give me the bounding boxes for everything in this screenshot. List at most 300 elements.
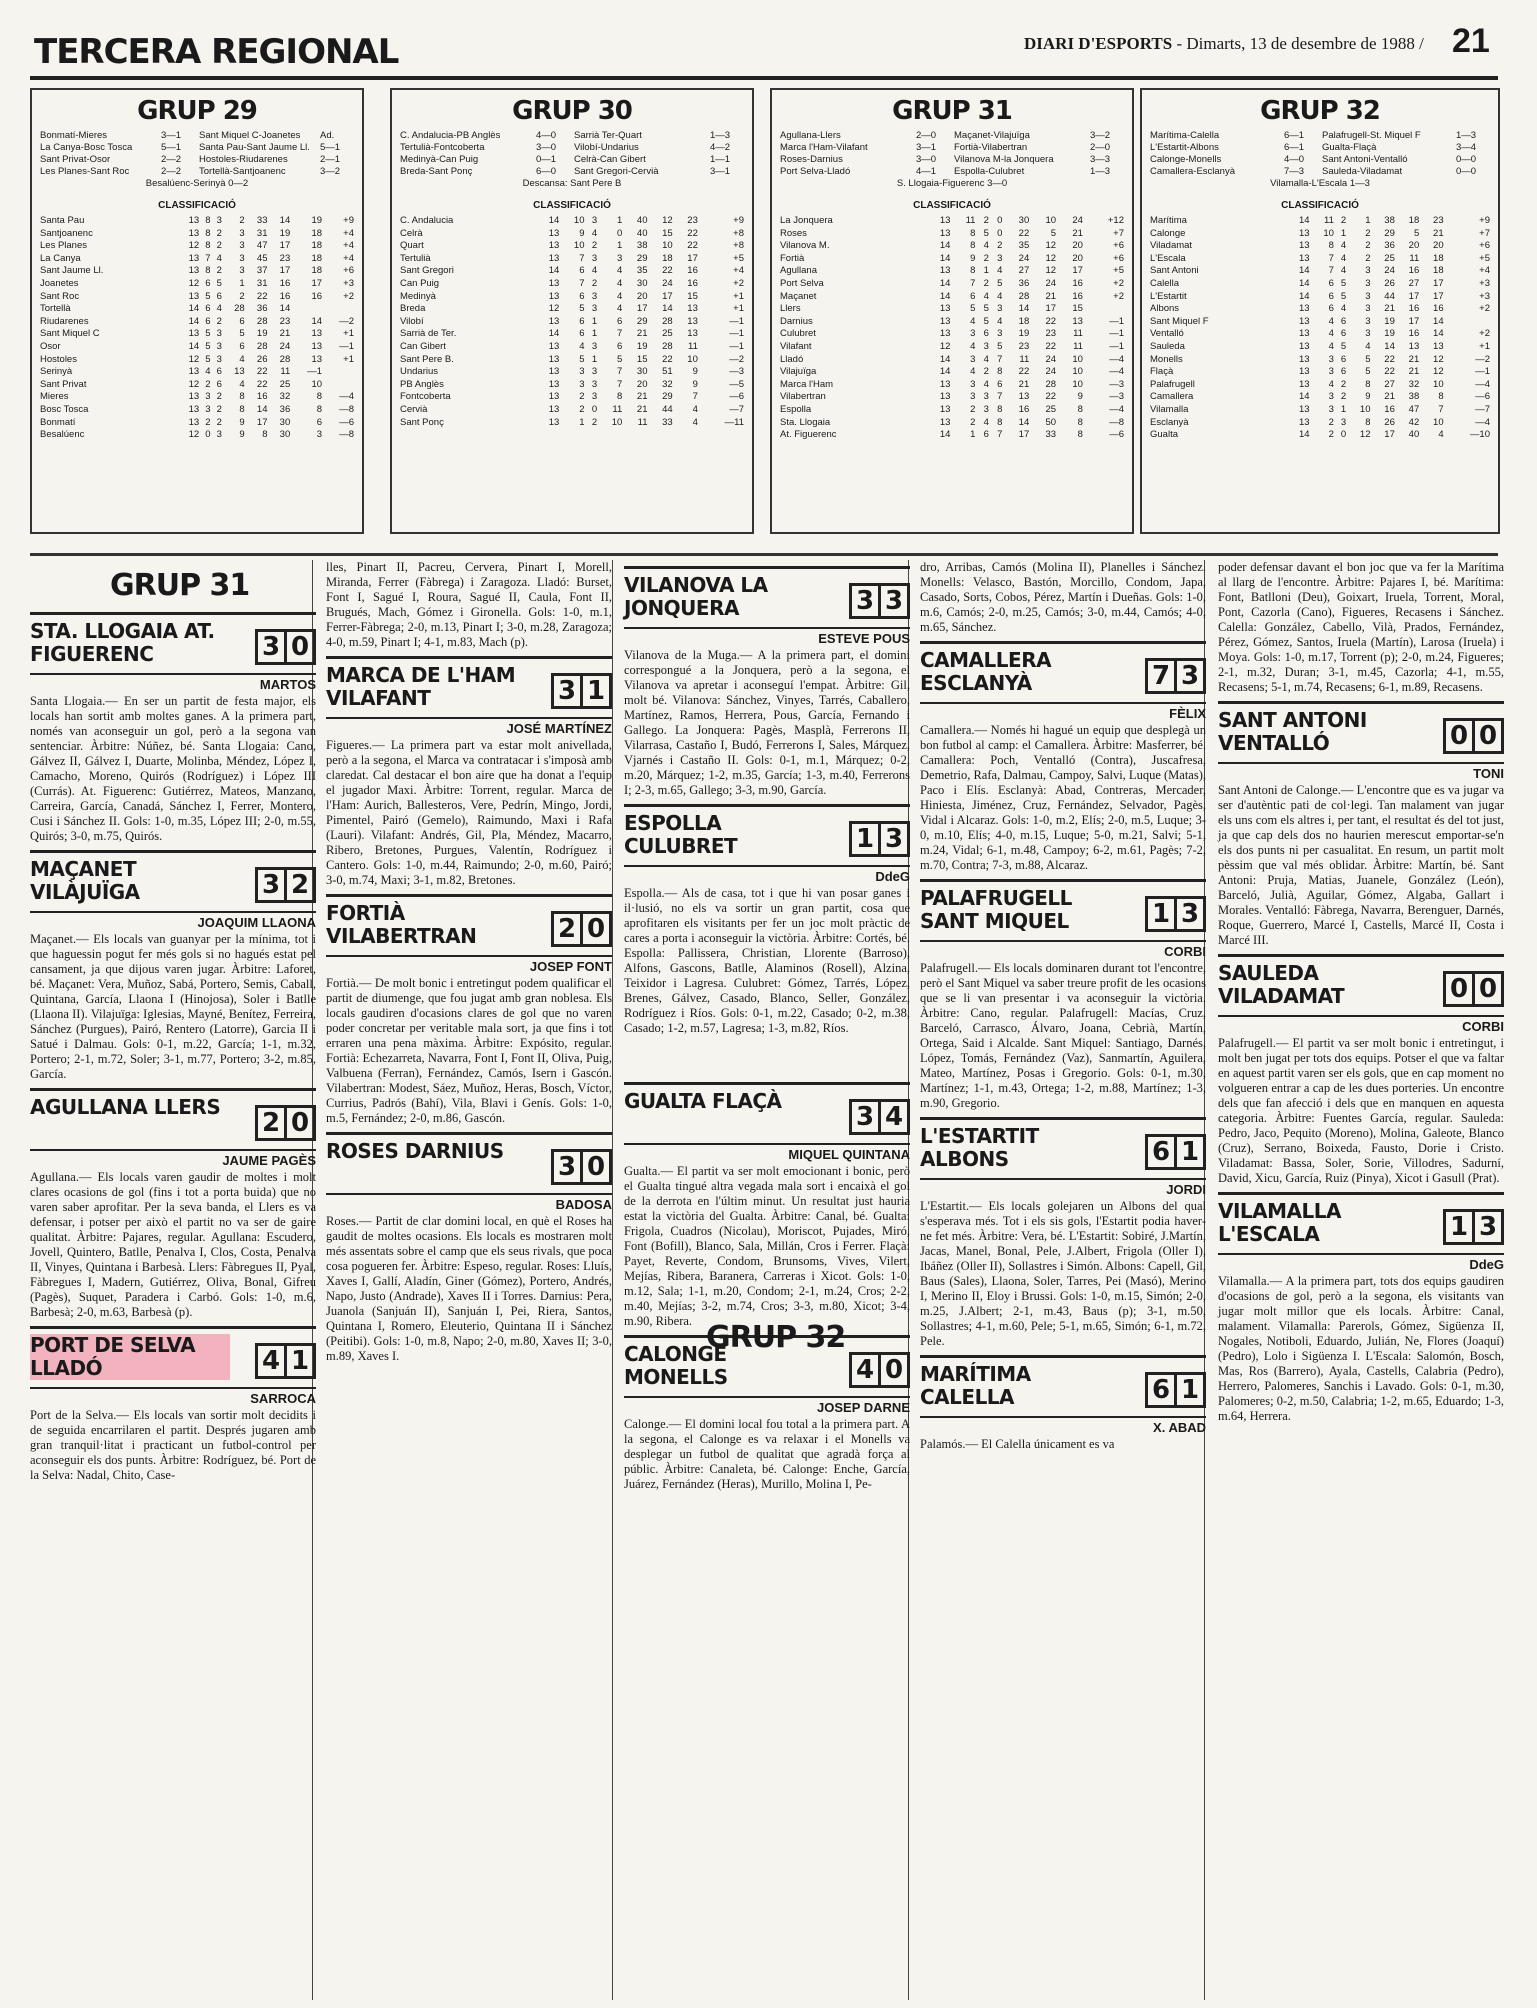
team-name: Palafrugell bbox=[1150, 378, 1195, 390]
team-name: Santa Pau bbox=[40, 215, 85, 226]
stat-cell: 22 bbox=[1384, 353, 1395, 365]
stat-cell: —4 bbox=[1475, 416, 1490, 428]
author: JOSÉ MARTÍNEZ bbox=[506, 721, 612, 736]
stat-cell: 28 bbox=[1018, 290, 1030, 302]
away-score: 1 bbox=[1174, 1137, 1203, 1167]
stat-cell: 24 bbox=[1072, 215, 1083, 226]
stat-cell: 26 bbox=[256, 353, 268, 365]
match-title: SAULEDA VILADAMAT bbox=[1218, 961, 1345, 1008]
stat-cell: 13 bbox=[1298, 378, 1310, 390]
stat-cell: 13 bbox=[548, 403, 560, 415]
stat-cell: 2 bbox=[1340, 378, 1347, 390]
match-header bbox=[920, 1355, 1206, 1418]
score-box bbox=[551, 1149, 612, 1185]
stat-cell: +2 bbox=[1479, 328, 1490, 340]
stat-cell: 11 bbox=[280, 366, 291, 378]
table-row bbox=[1150, 417, 1490, 430]
stat-cell: +1 bbox=[343, 353, 354, 365]
stat-cell: 15 bbox=[1072, 303, 1083, 315]
stat-cell: 14 bbox=[1298, 429, 1310, 441]
team-name: Vilajuïga bbox=[780, 366, 817, 378]
team-name: La Canya bbox=[40, 252, 81, 264]
stat-cell: +1 bbox=[733, 290, 744, 302]
stat-cell: 4 bbox=[239, 353, 245, 365]
stat-cell: 5 bbox=[205, 353, 211, 365]
stat-cell: 14 bbox=[1298, 215, 1310, 226]
stat-cell: —6 bbox=[1475, 391, 1490, 403]
stat-cell: 11 bbox=[1019, 353, 1030, 365]
stat-cell: 13 bbox=[1072, 315, 1083, 327]
stat-cell: 4 bbox=[617, 265, 623, 277]
stat-cell: 6 bbox=[239, 340, 245, 352]
table-row bbox=[40, 240, 354, 253]
stat-cell: 5 bbox=[970, 303, 976, 315]
match-report bbox=[1218, 560, 1504, 695]
stat-cell bbox=[1444, 316, 1490, 329]
team-name: Vilabertran bbox=[780, 391, 826, 403]
stat-cell: 2 bbox=[216, 416, 222, 428]
stat-cell: 11 bbox=[687, 340, 698, 352]
stat-cell: 6 bbox=[205, 303, 211, 315]
group-heading: GRUP 32 bbox=[706, 1320, 846, 1355]
stat-cell: 1 bbox=[1340, 227, 1347, 239]
stat-cell: 2 bbox=[216, 391, 222, 403]
stat-cell: —4 bbox=[1109, 353, 1124, 365]
stat-cell: 2 bbox=[983, 277, 989, 289]
table-row bbox=[1150, 429, 1490, 442]
table-row bbox=[400, 391, 744, 404]
stat-cell: 6 bbox=[579, 315, 585, 327]
stat-cell: 13 bbox=[687, 328, 698, 340]
match-report bbox=[1218, 954, 1504, 1186]
stat-cell: 3 bbox=[205, 403, 211, 415]
stat-cell: 3 bbox=[579, 378, 585, 390]
standings-box bbox=[1140, 88, 1500, 534]
match-header bbox=[326, 656, 612, 719]
stat-cell: 4 bbox=[1438, 429, 1444, 441]
stat-cell: 25 bbox=[1045, 403, 1057, 415]
stat-cell: 36 bbox=[1384, 240, 1395, 252]
stat-cell: 8 bbox=[970, 265, 976, 277]
away-score: 1 bbox=[1174, 1375, 1203, 1405]
stat-cell: 4 bbox=[1340, 252, 1347, 264]
match-report bbox=[326, 894, 612, 1126]
stat-cell: 8 bbox=[262, 429, 268, 441]
team-name: Can Puig bbox=[400, 277, 440, 289]
stat-cell: 1 bbox=[970, 429, 976, 441]
stat-cell: 4 bbox=[983, 416, 989, 428]
stat-cell: 2 bbox=[983, 252, 989, 264]
away-score: 0 bbox=[580, 914, 609, 944]
stat-cell: 13 bbox=[939, 416, 951, 428]
stat-cell: 3 bbox=[216, 429, 222, 441]
stat-cell: 16 bbox=[1408, 303, 1420, 315]
newspaper-name: DIARI D'ESPORTS bbox=[1024, 34, 1173, 53]
stat-cell: 5 bbox=[983, 315, 989, 327]
stat-cell: 5 bbox=[1413, 227, 1420, 239]
stat-cell: 14 bbox=[1298, 277, 1310, 289]
stat-cell: +7 bbox=[1113, 227, 1124, 239]
stat-cell: 20 bbox=[1072, 252, 1083, 264]
home-score: 3 bbox=[557, 1152, 577, 1182]
match-report bbox=[1218, 701, 1504, 948]
stat-cell: 7 bbox=[692, 391, 698, 403]
team-name: Sant Ponç bbox=[400, 416, 444, 428]
match-header bbox=[920, 1117, 1206, 1180]
stat-cell: 23 bbox=[1433, 215, 1444, 226]
stat-cell: 22 bbox=[256, 366, 268, 378]
match-header bbox=[30, 1088, 316, 1151]
stat-cell: 24 bbox=[662, 277, 673, 289]
stat-cell: 21 bbox=[1072, 227, 1083, 239]
stat-cell: 13 bbox=[939, 328, 951, 340]
stat-cell: 21 bbox=[1408, 366, 1420, 378]
stat-cell: 7 bbox=[1328, 265, 1334, 277]
stat-cell: 14 bbox=[188, 315, 200, 327]
stat-cell: 3 bbox=[239, 265, 245, 277]
stat-cell: 2 bbox=[591, 277, 598, 289]
stat-cell: 10 bbox=[1323, 227, 1334, 239]
stat-cell: 2 bbox=[591, 240, 598, 252]
stat-cell: +4 bbox=[1479, 265, 1490, 277]
stat-cell: 23 bbox=[279, 252, 291, 264]
stat-cell: 13 bbox=[548, 277, 560, 289]
stat-cell: 13 bbox=[939, 378, 951, 390]
stat-cell: 9 bbox=[970, 252, 976, 264]
table-row bbox=[40, 341, 354, 354]
stat-cell: 17 bbox=[256, 416, 268, 428]
stat-cell: 3 bbox=[1328, 403, 1334, 415]
stat-cell: 24 bbox=[279, 340, 291, 352]
stat-cell: 6 bbox=[239, 315, 245, 327]
stat-cell: 13 bbox=[1298, 340, 1310, 352]
stat-cell: 13 bbox=[188, 366, 200, 378]
stat-cell: 4 bbox=[1340, 303, 1347, 315]
stat-cell: 24 bbox=[1045, 277, 1057, 289]
stat-cell: 3 bbox=[591, 340, 598, 352]
stat-cell: 13 bbox=[939, 403, 951, 415]
team-name: Fortià bbox=[780, 252, 805, 264]
stat-cell: 50 bbox=[1045, 416, 1057, 428]
stat-cell: 44 bbox=[1384, 290, 1395, 302]
result-match: Sauleda-Viladamat bbox=[1322, 166, 1403, 177]
stat-cell: +2 bbox=[1113, 277, 1124, 289]
stat-cell: 2 bbox=[579, 403, 585, 415]
stat-cell: 36 bbox=[256, 303, 268, 315]
stat-cell: 29 bbox=[636, 252, 648, 264]
team-name: Hostoles bbox=[40, 353, 77, 365]
stat-cell: +4 bbox=[343, 240, 354, 252]
report-text: Espolla.— Als de casa, tot i que hi van posar ganes i il·lusió, no els va sortir un gran partit, cosa que aprofitaren els visitants per fer un joc molt pràctic de cares a porta i aconseguir la victòria. Àrbitre: Cortés, bé. Espolla: Pallissera, Christian, Llorente (Barroso), Alfons, Gascons, Batlle, Alaminos (Rosell), Alzina, Teixidor i Lagresa. Culubret: Gómez, Tarrés, López, Brenes, Gálvez, Casado, Blanco, Seller, González, Rodríguez i Ríos. Gols: 0-1, m.22, Casado; 0-2, m.38, Casado; 1-2, m.57, Lagresa; 1-3, m.82, Ríos. bbox=[624, 886, 910, 1035]
stat-cell: 4 bbox=[983, 240, 989, 252]
team-name: Marca l'Ham bbox=[780, 378, 834, 390]
stat-cell: 5 bbox=[579, 303, 585, 315]
match-title: MARCA DE L'HAM VILAFANT bbox=[326, 663, 516, 710]
table-row bbox=[40, 278, 354, 291]
stat-cell: 35 bbox=[1018, 240, 1030, 252]
table-row bbox=[40, 354, 354, 367]
match-title: CAMALLERA ESCLANYÀ bbox=[920, 648, 1052, 695]
table-row bbox=[400, 366, 744, 379]
stat-cell: 8 bbox=[617, 391, 623, 403]
stat-cell: 21 bbox=[1433, 227, 1444, 239]
stat-cell: 7 bbox=[579, 277, 585, 289]
stat-cell: 14 bbox=[939, 252, 951, 264]
result-match: Marítima-Calella bbox=[1150, 130, 1220, 141]
stat-cell: 12 bbox=[188, 277, 200, 289]
match-header bbox=[1218, 1192, 1504, 1255]
match-report bbox=[920, 1355, 1206, 1452]
stat-cell: 4 bbox=[1328, 378, 1334, 390]
stat-cell: +2 bbox=[1479, 303, 1490, 315]
stat-cell: 38 bbox=[636, 240, 648, 252]
stat-cell: 21 bbox=[636, 403, 648, 415]
stat-cell: 3 bbox=[1365, 265, 1371, 277]
team-name: Roses bbox=[780, 227, 807, 239]
match-title: VILAMALLA L'ESCALA bbox=[1218, 1199, 1341, 1246]
stat-cell: 4 bbox=[1328, 340, 1334, 352]
table-row bbox=[780, 265, 1124, 278]
stat-cell: 12 bbox=[1433, 366, 1444, 378]
stat-cell: 12 bbox=[188, 429, 200, 441]
stat-cell: 14 bbox=[548, 328, 560, 340]
table-row bbox=[780, 404, 1124, 417]
stat-cell: 8 bbox=[1328, 240, 1334, 252]
classification-table bbox=[780, 215, 1124, 442]
stat-cell: 5 bbox=[205, 290, 211, 302]
result-match: Calonge-Monells bbox=[1150, 154, 1222, 165]
stat-cell: 6 bbox=[1340, 328, 1347, 340]
result-extra: S. Llogaia-Figuerenc 3—0 bbox=[896, 178, 1008, 189]
stat-cell: 14 bbox=[548, 215, 560, 226]
stat-cell: 14 bbox=[1018, 416, 1030, 428]
stat-cell: 16 bbox=[687, 265, 698, 277]
match-report bbox=[30, 612, 316, 844]
stat-cell: 9 bbox=[1365, 391, 1371, 403]
stat-cell: 29 bbox=[636, 315, 648, 327]
stat-cell: 12 bbox=[1045, 265, 1057, 277]
stat-cell: 3 bbox=[997, 252, 1003, 264]
stat-cell: 2 bbox=[970, 416, 976, 428]
match-title: AGULLANA LLERS bbox=[30, 1095, 221, 1119]
table-row bbox=[40, 379, 354, 392]
stat-cell: 4 bbox=[591, 265, 598, 277]
result-match: C. Andalucia-PB Anglès bbox=[400, 130, 501, 141]
match-title: MARÍTIMA CALELLA bbox=[920, 1362, 1031, 1409]
team-name: Sauleda bbox=[1150, 340, 1185, 352]
stat-cell: 13 bbox=[188, 416, 200, 428]
result-match: Tertulià-Fontcoberta bbox=[400, 142, 485, 153]
stat-cell: —6 bbox=[339, 416, 354, 428]
score-box bbox=[255, 1105, 316, 1141]
team-name: Ventalló bbox=[1150, 328, 1184, 340]
team-name: Camallera bbox=[1150, 391, 1194, 403]
stat-cell: 14 bbox=[939, 277, 951, 289]
result-score: 4—2 bbox=[710, 142, 731, 153]
result-match: Bonmatí-Mieres bbox=[40, 130, 108, 141]
stat-cell: —4 bbox=[1109, 403, 1124, 415]
stat-cell: +3 bbox=[1479, 277, 1490, 289]
classification-table bbox=[400, 215, 744, 429]
stat-cell: 10 bbox=[662, 240, 673, 252]
table-row bbox=[1150, 215, 1490, 228]
match-header bbox=[920, 879, 1206, 942]
stat-cell: 9 bbox=[692, 366, 698, 378]
stat-cell: 47 bbox=[256, 240, 268, 252]
table-row bbox=[780, 341, 1124, 354]
stat-cell: —6 bbox=[729, 391, 744, 403]
team-name: Vilanova M. bbox=[780, 240, 830, 252]
match-title: MAÇANET VILÀJUÏGA bbox=[30, 857, 140, 904]
author: SARROCA bbox=[250, 1391, 316, 1406]
stat-cell: 21 bbox=[1045, 290, 1057, 302]
team-name: Sant Pere B. bbox=[400, 353, 454, 365]
stat-cell: 1 bbox=[579, 416, 585, 428]
stat-cell: 22 bbox=[1018, 227, 1030, 239]
result-match: Espolla-Culubret bbox=[954, 166, 1025, 177]
away-score: 1 bbox=[580, 676, 609, 706]
match-title: FORTIÀ VILABERTRAN bbox=[326, 901, 477, 948]
stat-cell: —1 bbox=[1109, 328, 1124, 340]
stat-cell: 4 bbox=[1340, 240, 1347, 252]
stat-cell: 28 bbox=[662, 315, 673, 327]
table-row bbox=[1150, 291, 1490, 304]
stat-cell: 14 bbox=[939, 290, 951, 302]
stat-cell: 6 bbox=[997, 378, 1003, 390]
stat-cell: 8 bbox=[1365, 416, 1371, 428]
stat-cell: 14 bbox=[939, 240, 951, 252]
match-title: VILANOVA LA JONQUERA bbox=[624, 573, 768, 620]
stat-cell: 10 bbox=[1072, 378, 1083, 390]
team-name: Quart bbox=[400, 240, 424, 252]
stat-cell: 33 bbox=[662, 416, 673, 428]
stat-cell: 7 bbox=[617, 378, 623, 390]
stat-cell: 24 bbox=[1045, 353, 1057, 365]
stat-cell: 7 bbox=[997, 391, 1003, 403]
stat-cell: 7 bbox=[617, 366, 623, 378]
result-score: 4—0 bbox=[1284, 154, 1305, 165]
stat-cell: +9 bbox=[343, 215, 354, 226]
stat-cell: 1 bbox=[1365, 215, 1371, 226]
stat-cell: —2 bbox=[729, 353, 744, 365]
stat-cell: 11 bbox=[1073, 328, 1083, 340]
team-name: Serinyà bbox=[40, 366, 73, 378]
table-row bbox=[40, 316, 354, 329]
table-row bbox=[780, 253, 1124, 266]
stat-cell: 5 bbox=[617, 353, 623, 365]
stat-cell: 13 bbox=[1433, 340, 1444, 352]
team-name: Sarrià de Ter. bbox=[400, 328, 457, 340]
match-report bbox=[326, 560, 612, 650]
stat-cell: 13 bbox=[188, 328, 200, 340]
result-score: 4—0 bbox=[536, 130, 557, 141]
home-score: 4 bbox=[855, 1355, 875, 1385]
stat-cell: 3 bbox=[1340, 416, 1347, 428]
result-score: 3—1 bbox=[710, 166, 731, 177]
stat-cell: 2 bbox=[1365, 252, 1371, 264]
stat-cell: 18 bbox=[1408, 215, 1420, 226]
result-match: Breda-Sant Ponç bbox=[400, 166, 473, 177]
stat-cell: 1 bbox=[1340, 403, 1347, 415]
away-score: 0 bbox=[1472, 974, 1501, 1004]
author: JAUME PAGÈS bbox=[222, 1153, 316, 1168]
team-name: Sant Gregori bbox=[400, 265, 454, 277]
result-score: 1—1 bbox=[710, 154, 731, 165]
stat-cell: 6 bbox=[579, 328, 585, 340]
stat-cell: 2 bbox=[205, 378, 211, 390]
stat-cell: 31 bbox=[256, 227, 268, 239]
score-box bbox=[1145, 658, 1206, 694]
stat-cell: 4 bbox=[239, 378, 245, 390]
stat-cell: 1 bbox=[617, 215, 623, 226]
report-text: lles, Pinart II, Pacreu, Cervera, Pinart I, Morell, Miranda, Ferrer (Fàbrega) i Zaragoza. Lladó: Burset, Font I, Sagué I, Roura, Sagué II, Caula, Font II, Brugués, Mach, Gómez i Gironella. Gols: 1-0, m.1, Ferrer-Fàbrega; 2-0, m.13, Pinart I; 3-0, m.28, Zaragoza; 4-0, m.59, Pinart I; 4-1, m.83, Mach (p). bbox=[326, 560, 612, 649]
stat-cell: 2 bbox=[970, 403, 976, 415]
stat-cell: 24 bbox=[1018, 252, 1030, 264]
team-name: Culubret bbox=[780, 328, 816, 340]
stat-cell: 20 bbox=[636, 378, 648, 390]
stat-cell: 8 bbox=[316, 391, 323, 403]
score-box bbox=[1443, 1209, 1504, 1245]
stat-cell: 45 bbox=[256, 252, 268, 264]
stat-cell: 14 bbox=[1298, 290, 1310, 302]
stat-cell: 2 bbox=[997, 240, 1003, 252]
result-match: Tortellà-Santjoanenc bbox=[199, 166, 286, 177]
match-header bbox=[624, 1082, 910, 1145]
stat-cell: 8 bbox=[1077, 416, 1083, 428]
match-report bbox=[624, 1082, 910, 1329]
stat-cell: 23 bbox=[687, 215, 698, 226]
stat-cell: 6 bbox=[216, 378, 222, 390]
match-report bbox=[920, 641, 1206, 873]
result-score: Ad. bbox=[320, 130, 335, 141]
team-name: Bosc Tosca bbox=[40, 403, 89, 415]
stat-cell: 38 bbox=[1384, 215, 1395, 226]
home-score: 3 bbox=[855, 1102, 875, 1132]
stat-cell: 17 bbox=[636, 303, 648, 315]
team-name: Osor bbox=[40, 340, 61, 352]
stat-cell: 4 bbox=[997, 290, 1003, 302]
stat-cell: 13 bbox=[548, 391, 560, 403]
result-score: 3—1 bbox=[916, 142, 937, 153]
stat-cell: 19 bbox=[1384, 315, 1395, 327]
table-row bbox=[1150, 228, 1490, 241]
match-title: L'ESTARTIT ALBONS bbox=[920, 1124, 1039, 1171]
stat-cell: 4 bbox=[692, 403, 698, 415]
stat-cell: 2 bbox=[591, 416, 598, 428]
stat-cell: 6 bbox=[983, 328, 989, 340]
stat-cell: 4 bbox=[983, 378, 989, 390]
team-name: Agullana bbox=[780, 265, 817, 277]
stat-cell: 12 bbox=[188, 353, 200, 365]
team-name: Gualta bbox=[1150, 429, 1178, 441]
report-text: Figueres.— La primera part va estar molt anivellada, però a la segona, el Marca va contratacar i s'imposà amb claredat. Cal destacar el bon aire que ha donat a l'equip el jugador Maxi. Àrbitre: Torrent, regular. Marca de l'Ham: Aurich, Ballesteros, Vere, Pedrín, Mingo, Jordi, Pimentel, Pairó (Gemelo), Raimundo, Maxi i Rafa (Lauri). Vilafant: Andrés, Gil, Pla, Méndez, Macarro, Ribero, Bretones, Purgues, Valentín, Rodríguez i Cantero. Gols: 1-0, m.44, Raimundo; 2-0, m.60, Pairó; 3-0, m.74, Maxi; 3-1, m.82, Bretones. bbox=[326, 738, 612, 887]
stat-cell: 19 bbox=[279, 227, 291, 239]
stat-cell: 13 bbox=[939, 315, 951, 327]
stat-cell: 5 bbox=[579, 353, 585, 365]
team-name: Esclanyà bbox=[1150, 416, 1189, 428]
stat-cell: 3 bbox=[591, 290, 598, 302]
stat-cell: 3 bbox=[1365, 328, 1371, 340]
team-name: Tertulià bbox=[400, 252, 431, 264]
stat-cell: 12 bbox=[662, 215, 673, 226]
result-score: 3—2 bbox=[1090, 130, 1111, 141]
stat-cell: 3 bbox=[997, 303, 1003, 315]
result-match: La Canya-Bosc Tosca bbox=[40, 142, 133, 153]
score-box bbox=[849, 1099, 910, 1135]
divider bbox=[30, 553, 1498, 556]
result-score: 4—1 bbox=[916, 166, 937, 177]
stat-cell: 19 bbox=[311, 215, 323, 226]
